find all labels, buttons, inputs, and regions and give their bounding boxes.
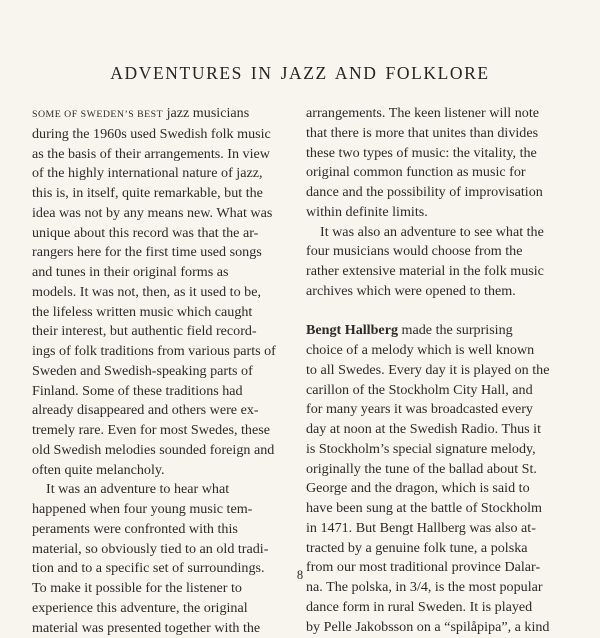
text-line: and tunes in their original forms as	[32, 263, 302, 283]
text-line: rather extensive material in the folk music	[306, 262, 574, 282]
right-paragraph-2	[306, 242, 574, 301]
artist-name: Bengt Hallberg	[306, 322, 398, 338]
text-line: na. The polska, in 3/4, is the most popular	[306, 578, 574, 598]
right-paragraph-3	[306, 341, 574, 637]
right-paragraph-1	[306, 104, 574, 223]
text-line: arrangements. The keen listener will note	[306, 104, 574, 124]
right-paragraph-2-first-line: It was also an adventure to see what the	[306, 223, 574, 243]
text-line: dance and the possibility of improvisation	[306, 183, 574, 203]
text-line: four musicians would choose from the	[306, 242, 574, 262]
text-line: old Swedish melodies sounded foreign and	[32, 441, 302, 461]
text-line: carillon of the Stockholm City Hall, and	[306, 381, 574, 401]
text-line: peraments were confronted with this	[32, 520, 302, 540]
page-number: 8	[0, 568, 600, 583]
text-line: material, so obviously tied to an old tradi-	[32, 540, 302, 560]
text-line: for many years it was broadcasted every	[306, 400, 574, 420]
text-line: have been sung at the battle of Stockholm	[306, 499, 574, 519]
text-line: originally the tune of the ballad about St.	[306, 460, 574, 480]
text-line: already disappeared and others were ex-	[32, 401, 302, 421]
text-line: of the highly international nature of jazz,	[32, 164, 302, 184]
text-line: tracted by a genuine folk tune, a polska	[306, 539, 574, 559]
page-title: ADVENTURES IN JAZZ AND FOLKLORE	[0, 63, 600, 84]
text-line: original common function as music for	[306, 163, 574, 183]
text-line: tremely rare. Even for most Swedes, these	[32, 421, 302, 441]
text-line: ings of folk traditions from various parts of	[32, 342, 302, 362]
text-line: as the basis of their arrangements. In view	[32, 145, 302, 165]
text-line: this is, in itself, quite remarkable, but the	[32, 184, 302, 204]
text-line: experience this adventure, the original	[32, 599, 302, 619]
left-column	[32, 104, 302, 638]
text-line: unique about this record was that the ar-	[32, 224, 302, 244]
text-line: archives which were opened to them.	[306, 282, 574, 302]
text-line: idea was not by any means new. What was	[32, 204, 302, 224]
text-line: their interest, but authentic field record-	[32, 322, 302, 342]
left-paragraph-1	[32, 125, 302, 481]
text-line: often quite melancholy.	[32, 461, 302, 481]
text-line: choice of a melody which is well known	[306, 341, 574, 361]
text-line: these two types of music: the vitality, the	[306, 144, 574, 164]
text-line: in 1471. But Bengt Hallberg was also at-	[306, 519, 574, 539]
text-line: To make it possible for the listener to	[32, 579, 302, 599]
right-paragraph-3-first-line	[306, 321, 574, 341]
opening-line-rest: jazz musicians	[163, 105, 249, 121]
right-column	[306, 104, 574, 637]
paragraph-gap	[306, 302, 574, 322]
text-line: from our most traditional province Dalar-	[306, 558, 574, 578]
left-paragraph-2-first-line: It was an adventure to hear what	[32, 480, 302, 500]
text-line: during the 1960s used Swedish folk music	[32, 125, 302, 145]
text-line: within definite limits.	[306, 203, 574, 223]
text-line: to all Swedes. Every day it is played on the	[306, 361, 574, 381]
text-line: material was presented together with the	[32, 619, 302, 638]
right-paragraph-3-first-rest: made the surprising	[398, 322, 513, 338]
text-line: that there is more that unites than divides	[306, 124, 574, 144]
text-line: rangers here for the first time used songs	[32, 243, 302, 263]
smallcaps-lead: SOME OF SWEDEN’S BEST	[32, 109, 163, 120]
text-line: George and the dragon, which is said to	[306, 479, 574, 499]
text-line: day at noon at the Swedish Radio. Thus it	[306, 420, 574, 440]
text-line: by Pelle Jakobsson on a “spilåpipa”, a kind	[306, 618, 574, 638]
text-line: is Stockholm’s special signature melody,	[306, 440, 574, 460]
text-line: dance form in rural Sweden. It is played	[306, 598, 574, 618]
text-line: Finland. Some of these traditions had	[32, 382, 302, 402]
text-line: the lifeless written music which caught	[32, 303, 302, 323]
text-line: Sweden and Swedish-speaking parts of	[32, 362, 302, 382]
text-line: happened when four young music tem-	[32, 500, 302, 520]
paragraph-opening-line	[32, 104, 302, 125]
text-line: models. It was not, then, as it used to be,	[32, 283, 302, 303]
text-line: tion and to a specific set of surroundings.	[32, 559, 302, 579]
